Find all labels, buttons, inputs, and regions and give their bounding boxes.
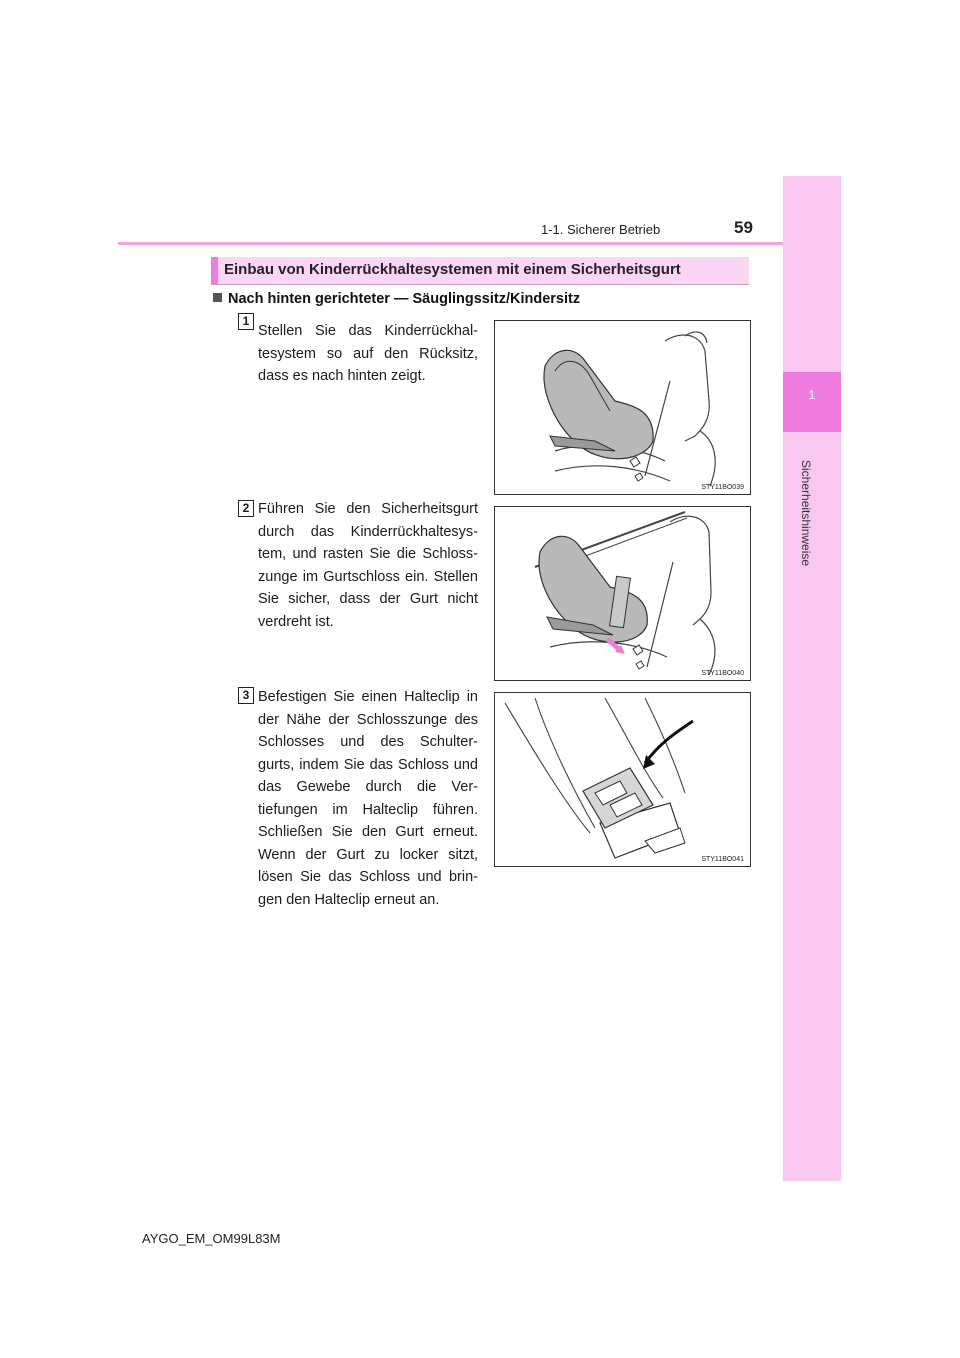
chapter-tab-label-wrap [797, 460, 817, 630]
bullet-square-icon [213, 293, 222, 302]
step-text-1: Stellen Sie das Kinderrückhal- tesystem so auf den Rücksitz, dass es nach hinten zeigt. [258, 323, 478, 384]
chapter-side-tab [783, 176, 841, 1181]
step-text-2: Führen Sie den Sicherheitsgurt durch das Kinderrückhaltesys- tem, und rasten Sie die Schloss- zunge im Gurtschloss ein. Stellen Sie sicher, dass der Gurt nicht verdreht ist. [258, 501, 478, 630]
figure-2 [494, 506, 751, 681]
locking-clip-illustration [495, 693, 750, 866]
chapter-tab-marker [783, 372, 841, 432]
subheading [213, 291, 580, 307]
figure-code-2: STY11BO040 [701, 670, 744, 677]
header-rule [118, 242, 783, 245]
step-number-2: 2 [238, 500, 254, 517]
child-seat-rear-facing-illustration [495, 321, 750, 494]
step-text-3: Befestigen Sie einen Halteclip in der Nähe der Schlosszunge des Schlosses und des Schulter- gurts, indem Sie das Schloss und das Gewebe durch die Ver- tiefungen im Halteclip führen. Schließen Sie den Gurt erneut. Wenn der Gurt zu locker sitzt, lösen Sie das Schloss und brin- gen den Halteclip erneut an. [258, 689, 478, 908]
step-number-1: 1 [238, 313, 254, 330]
chapter-tab-number: 1 [808, 388, 816, 402]
section-underline [211, 284, 749, 285]
chapter-title: 1-1. Sicherer Betrieb [541, 222, 661, 237]
document-code: AYGO_EM_OM99L83M [142, 1231, 281, 1246]
step-number-3: 3 [238, 687, 254, 704]
figure-3 [494, 692, 751, 867]
figure-code-1: STY11BO039 [701, 484, 744, 491]
chapter-tab-label: Sicherheitshinweise [799, 460, 813, 567]
page-number: 59 [734, 218, 753, 237]
figure-code-3: STY11BO041 [701, 856, 744, 863]
section-title: Einbau von Kinderrückhaltesystemen mit einem Sicherheitsgurt [224, 261, 681, 278]
child-seat-belt-routing-illustration [495, 507, 750, 680]
subheading-text: Nach hinten gerichteter — Säuglingssitz/Kindersitz [228, 291, 581, 307]
section-bar-accent [211, 257, 218, 284]
figure-1 [494, 320, 751, 495]
